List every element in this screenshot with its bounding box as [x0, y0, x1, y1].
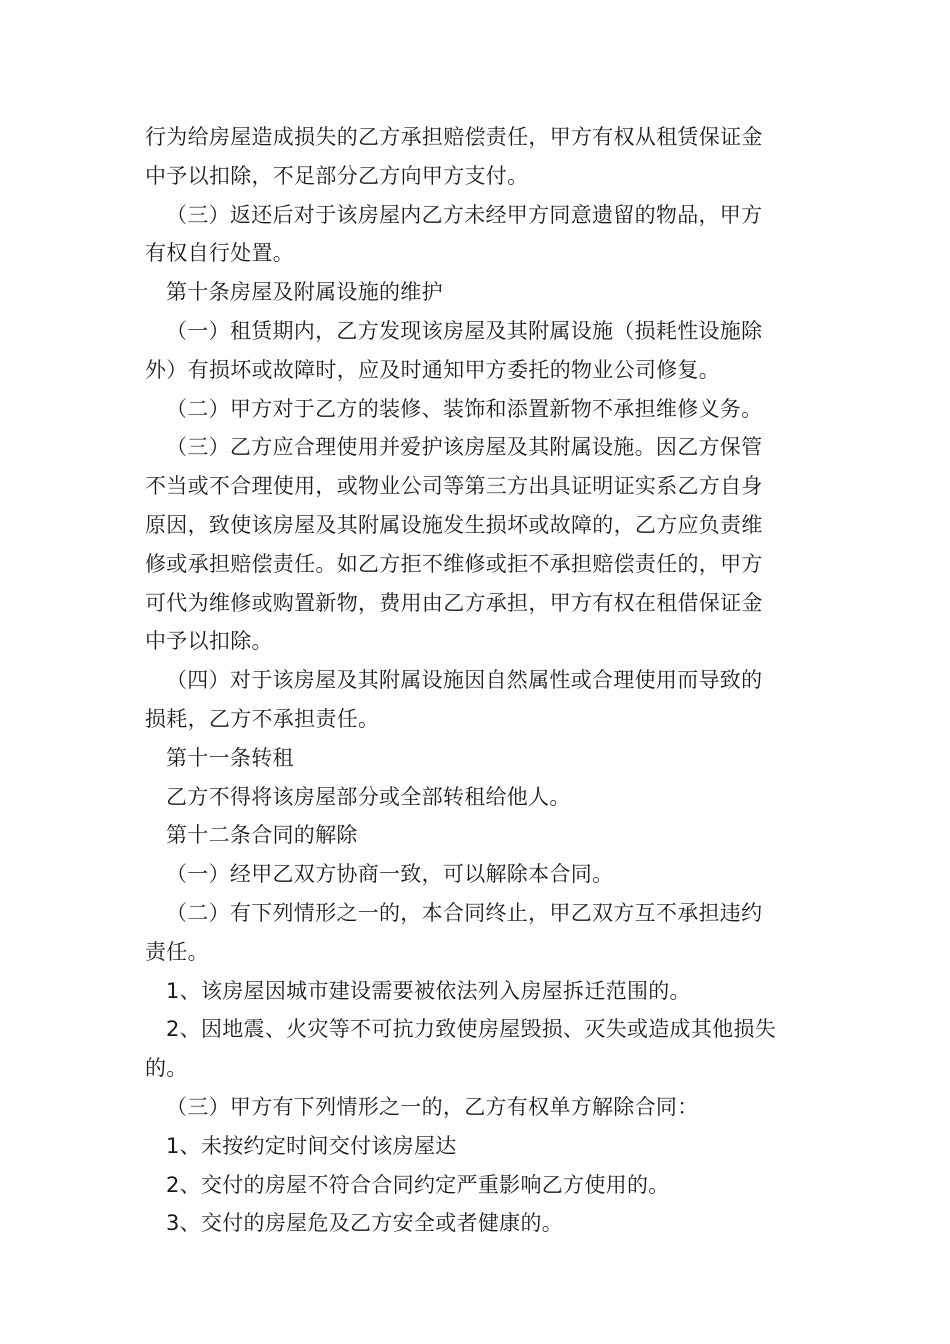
document-line: 第十一条转租 [166, 745, 294, 770]
document-line: 有权自行处置。 [145, 241, 295, 266]
document-line: （一）租赁期内，乙方发现该房屋及其附属设施（损耗性设施除 [166, 318, 763, 343]
document-line: 乙方不得将该房屋部分或全部转租给他人。 [166, 784, 571, 809]
document-line: 2、交付的房屋不符合合同约定严重影响乙方使用的。 [166, 1172, 670, 1197]
document-line: （二）甲方对于乙方的装修、装饰和添置新物不承担维修义务。 [166, 396, 763, 421]
document-line: 1、未按约定时间交付该房屋达 [166, 1133, 457, 1158]
document-line: 中予以扣除。 [145, 629, 273, 654]
document-line: （二）有下列情形之一的，本合同终止，甲乙双方互不承担违约 [166, 900, 763, 925]
document-line: 中予以扣除，不足部分乙方向甲方支付。 [145, 163, 529, 188]
document-line: 外）有损坏或故障时，应及时通知甲方委托的物业公司修复。 [145, 357, 721, 382]
document-line: 责任。 [145, 939, 209, 964]
document-line: 行为给房屋造成损失的乙方承担赔偿责任，甲方有权从租赁保证金 [145, 125, 763, 149]
document-line: （三）乙方应合理使用并爱护该房屋及其附属设施。因乙方保管 [166, 435, 763, 460]
document-line: （三）返还后对于该房屋内乙方未经甲方同意遗留的物品，甲方 [166, 202, 763, 227]
document-line: 损耗，乙方不承担责任。 [145, 706, 380, 731]
document-line: 不当或不合理使用，或物业公司等第三方出具证明证实系乙方自身 [145, 474, 763, 499]
document-line: 第十二条合同的解除 [166, 823, 358, 848]
document-line: 的。 [145, 1056, 188, 1081]
document-line: 修或承担赔偿责任。如乙方拒不维修或拒不承担赔偿责任的，甲方 [145, 551, 763, 576]
document-line: 第十条房屋及附属设施的维护 [166, 280, 443, 305]
document-line: 1、该房屋因城市建设需要被依法列入房屋拆迁范围的。 [166, 978, 691, 1003]
document-line: （四）对于该房屋及其附属设施因自然属性或合理使用而导致的 [166, 668, 763, 693]
document-line: 原因，致使该房屋及其附属设施发生损坏或故障的，乙方应负责维 [145, 512, 763, 537]
document-line: 2、因地震、火灾等不可抗力致使房屋毁损、灭失或造成其他损失 [166, 1017, 777, 1042]
document-line: （三）甲方有下列情形之一的，乙方有权单方解除合同： [166, 1094, 699, 1119]
document-line: 可代为维修或购置新物，费用由乙方承担，甲方有权在租借保证金 [145, 590, 763, 615]
document-line: 3、交付的房屋危及乙方安全或者健康的。 [166, 1211, 564, 1236]
document-body [145, 118, 810, 1243]
document-line: （一）经甲乙双方协商一致，可以解除本合同。 [166, 862, 614, 887]
